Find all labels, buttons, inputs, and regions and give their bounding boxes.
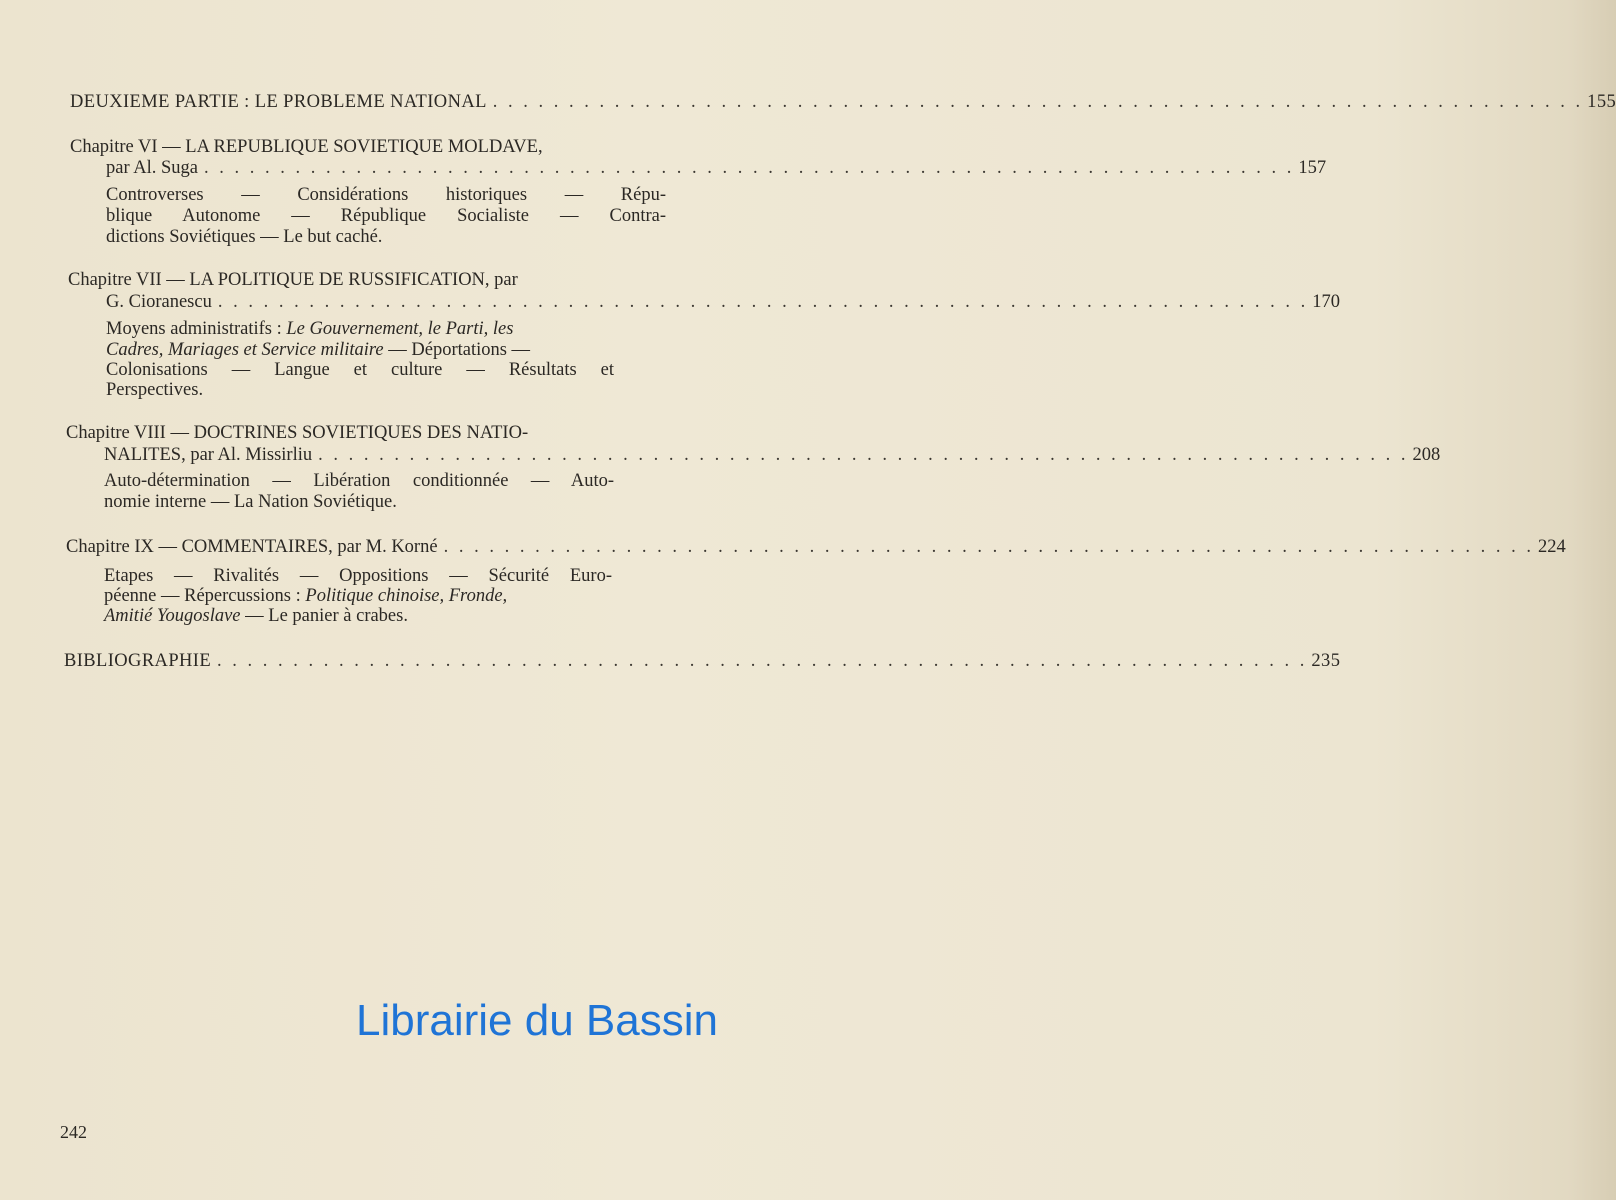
leader-dots: . . . . . . . . . . . . . . . . . . . . . . . . . . . . . . . . . . . . . . . . . . . . . . . . . . . . . . . . . . . . . . . . . . . . . . . . (217, 651, 1308, 671)
chapter-7-summary-line (106, 318, 616, 340)
chapter-6-title: Chapitre VI — LA REPUBLIQUE SOVIETIQUE MOLDAVE, (70, 137, 543, 157)
chapter-7-summary-line: Perspectives. (106, 380, 204, 400)
summary-italic: Politique chinoise, Fronde, (305, 586, 508, 606)
chapter-7-title: Chapitre VII — LA POLITIQUE DE RUSSIFICATION, par (68, 270, 518, 290)
chapter-8-page: 208 (1412, 445, 1441, 465)
chapter-6-summary-line: dictions Soviétiques — Le but caché. (106, 227, 383, 247)
summary-italic: Cadres, Mariages et Service militaire (106, 340, 384, 360)
chapter-6-author-line (106, 157, 1327, 179)
chapter-6-summary-line: Controverses — Considérations historiques — Répu- (106, 185, 666, 205)
bibliography-label: BIBLIOGRAPHIE (64, 651, 212, 671)
chapter-7-author: G. Cioranescu (106, 292, 212, 312)
chapter-8-summary-line: nomie interne — La Nation Soviétique. (104, 492, 397, 512)
chapter-9-title-line (66, 536, 1566, 558)
chapter-6-page: 157 (1298, 158, 1327, 178)
chapter-9-summary-line: Etapes — Rivalités — Oppositions — Sécurité Euro- (104, 566, 612, 586)
summary-text: — Déportations — (383, 340, 531, 360)
chapter-6-summary-line: blique Autonome — République Socialiste — Contra- (106, 206, 666, 226)
part-heading-label: DEUXIEME PARTIE : LE PROBLEME NATIONAL (70, 92, 487, 112)
chapter-7-page: 170 (1312, 292, 1340, 312)
watermark-text: Librairie du Bassin (356, 996, 718, 1045)
part-heading-page: 155 (1587, 92, 1616, 112)
summary-text: — Le panier à crabes. (240, 606, 408, 626)
chapter-9-summary-line (104, 605, 408, 627)
chapter-8-author-line (104, 444, 1441, 466)
leader-dots: . . . . . . . . . . . . . . . . . . . . . . . . . . . . . . . . . . . . . . . . . . . . . . . . . . . . . . . . . . . . . . . . . . . . . . . . (203, 158, 1295, 178)
chapter-8-summary-line: Auto-détermination — Libération conditionnée — Auto- (104, 471, 614, 491)
leader-dots: . . . . . . . . . . . . . . . . . . . . . . . . . . . . . . . . . . . . . . . . . . . . . . . . . . . . . . . . . . . . . . . . . . . . . . . . (318, 445, 1409, 465)
summary-text: Moyens administratifs : (106, 319, 287, 339)
summary-italic: Amitié Yougoslave (104, 606, 241, 626)
chapter-9-page: 224 (1537, 537, 1566, 557)
bibliography-page: 235 (1311, 651, 1341, 671)
chapter-8-author: NALITES, par Al. Missirliu (104, 445, 313, 465)
chapter-7-author-line (106, 291, 1340, 313)
chapter-8-title: Chapitre VIII — DOCTRINES SOVIETIQUES DES NATIO- (66, 423, 529, 443)
leader-dots: . . . . . . . . . . . . . . . . . . . . . . . . . . . . . . . . . . . . . . . . . . . . . . . . . . . . . . . . . . . . . . . . . . . . . . . . (492, 92, 1584, 112)
chapter-9-summary-line (104, 585, 614, 607)
part-heading (70, 91, 1616, 113)
chapter-7-summary-line: Colonisations — Langue et culture — Résultats et (106, 360, 614, 380)
chapter-7-summary-line (106, 339, 618, 361)
chapter-6-author: par Al. Suga (106, 158, 198, 178)
leader-dots: . . . . . . . . . . . . . . . . . . . . . . . . . . . . . . . . . . . . . . . . . . . . . . . . . . . . . . . . . . . . . . . . . . . . . . . . (443, 537, 1534, 557)
leader-dots: . . . . . . . . . . . . . . . . . . . . . . . . . . . . . . . . . . . . . . . . . . . . . . . . . . . . . . . . . . . . . . . . . . . . . . . . (217, 292, 1309, 312)
bibliography-line (64, 650, 1341, 672)
summary-italic: Le Gouvernement, le Parti, les (286, 319, 514, 339)
summary-text: péenne — Répercussions : (104, 586, 306, 606)
chapter-9-title: Chapitre IX — COMMENTAIRES, par M. Korné (66, 537, 438, 557)
page-number: 242 (60, 1122, 87, 1142)
